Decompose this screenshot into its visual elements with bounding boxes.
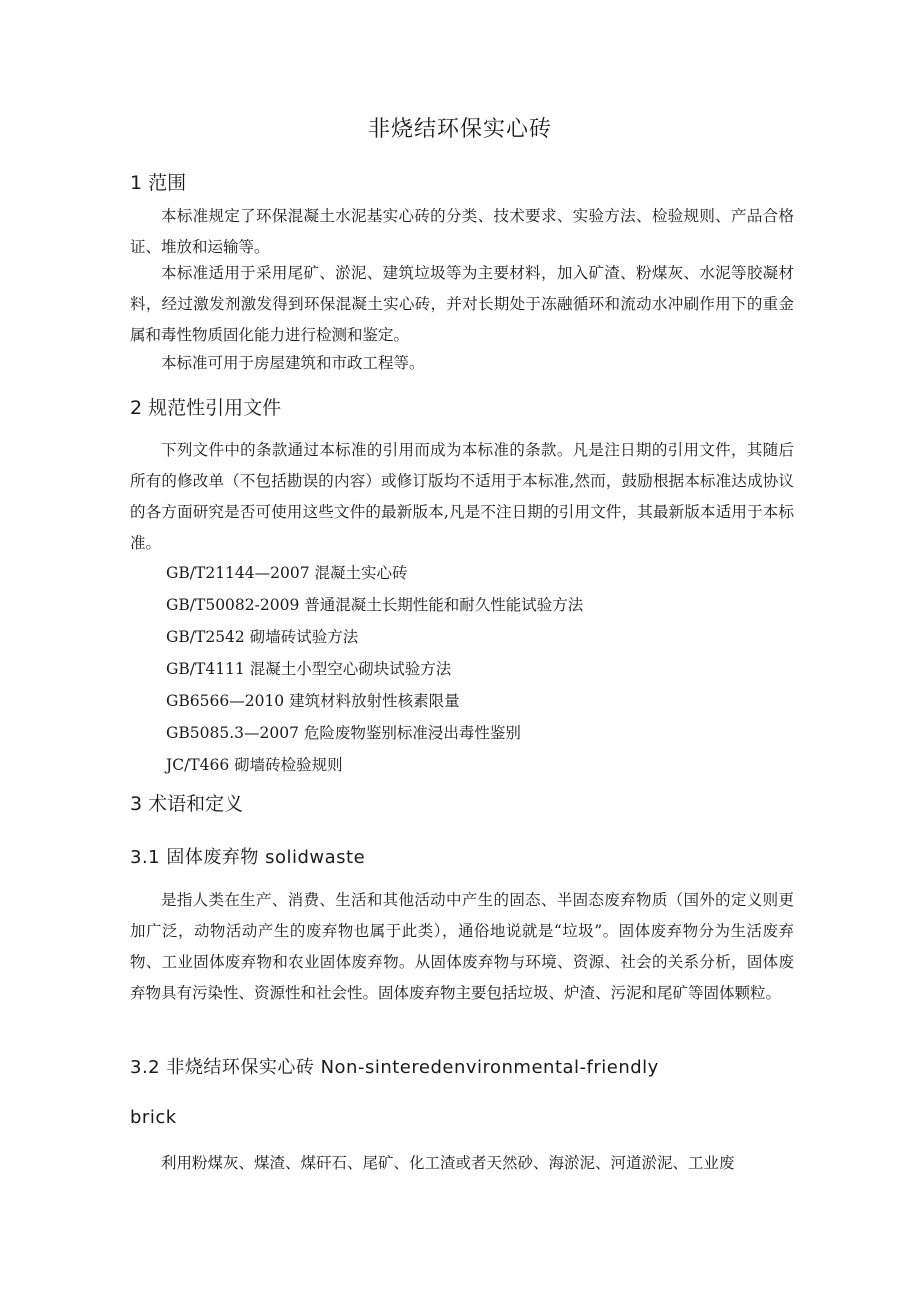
term-paragraph-non-sintered-brick: 利用粉煤灰、煤渣、煤矸石、尾矿、化工渣或者天然砂、海淤泥、河道淤泥、工业废 [161, 1154, 735, 1172]
term-heading-non-sintered-brick-line1: 3.2 非烧结环保实心砖 Non-sinteredenvironmental-friendly [130, 1057, 659, 1078]
reference-item: JC/T466 砌墙砖检验规则 [166, 756, 343, 774]
reference-item: GB/T4111 混凝土小型空心砌块试验方法 [166, 660, 452, 678]
scope-paragraph-3: 本标准可用于房屋建筑和市政工程等。 [161, 354, 425, 372]
section-heading-scope: 1 范围 [130, 172, 187, 194]
normative-refs-intro: 下列文件中的条款通过本标准的引用而成为本标准的条款。凡是注日期的引用文件，其随后所有的修改单（不包括勘误的内容）或修订版均不适用于本标准,然而，鼓励根据本标准达成协议的各方面研究是否可使用这些文件的最新版本,凡是不注日期的引用文件，其最新版本适用于本标准。 [130, 441, 794, 552]
section-heading-normative-refs: 2 规范性引用文件 [130, 397, 282, 419]
scope-paragraph-2: 本标准适用于采用尾矿、淤泥、建筑垃圾等为主要材料，加入矿渣、粉煤灰、水泥等胶凝材料，经过激发剂激发得到环保混凝土实心砖，并对长期处于冻融循环和流动水冲刷作用下的重金属和毒性物质固化能力进行检测和鉴定。 [130, 264, 794, 344]
reference-item: GB5085.3—2007 危险废物鉴别标准浸出毒性鉴别 [166, 724, 521, 742]
term-heading-solid-waste: 3.1 固体废弃物 solidwaste [130, 847, 366, 868]
document-title: 非烧结环保实心砖 [367, 117, 552, 142]
section-heading-terms: 3 术语和定义 [130, 793, 244, 815]
reference-item: GB/T2542 砌墙砖试验方法 [166, 628, 359, 646]
reference-item: GB/T50082-2009 普通混凝土长期性能和耐久性能试验方法 [166, 596, 584, 614]
term-heading-non-sintered-brick-line2: brick [130, 1107, 177, 1128]
scope-paragraph-1: 本标准规定了环保混凝土水泥基实心砖的分类、技术要求、实验方法、检验规则、产品合格证、堆放和运输等。 [130, 207, 794, 256]
term-paragraph-solid-waste: 是指人类在生产、消费、生活和其他活动中产生的固态、半固态废弃物质（国外的定义则更加广泛，动物活动产生的废弃物也属于此类），通俗地说就是“垃圾”。固体废弃物分为生活废弃物、工业固体废弃物和农业固体废弃物。从固体废弃物与环境、资源、社会的关系分析，固体废弃物具有污染性、资源性和社会性。固体废弃物主要包括垃圾、炉渣、污泥和尾矿等固体颗粒。 [130, 891, 794, 1002]
reference-item: GB6566—2010 建筑材料放射性核素限量 [166, 692, 460, 710]
reference-item: GB/T21144—2007 混凝土实心砖 [166, 564, 408, 582]
